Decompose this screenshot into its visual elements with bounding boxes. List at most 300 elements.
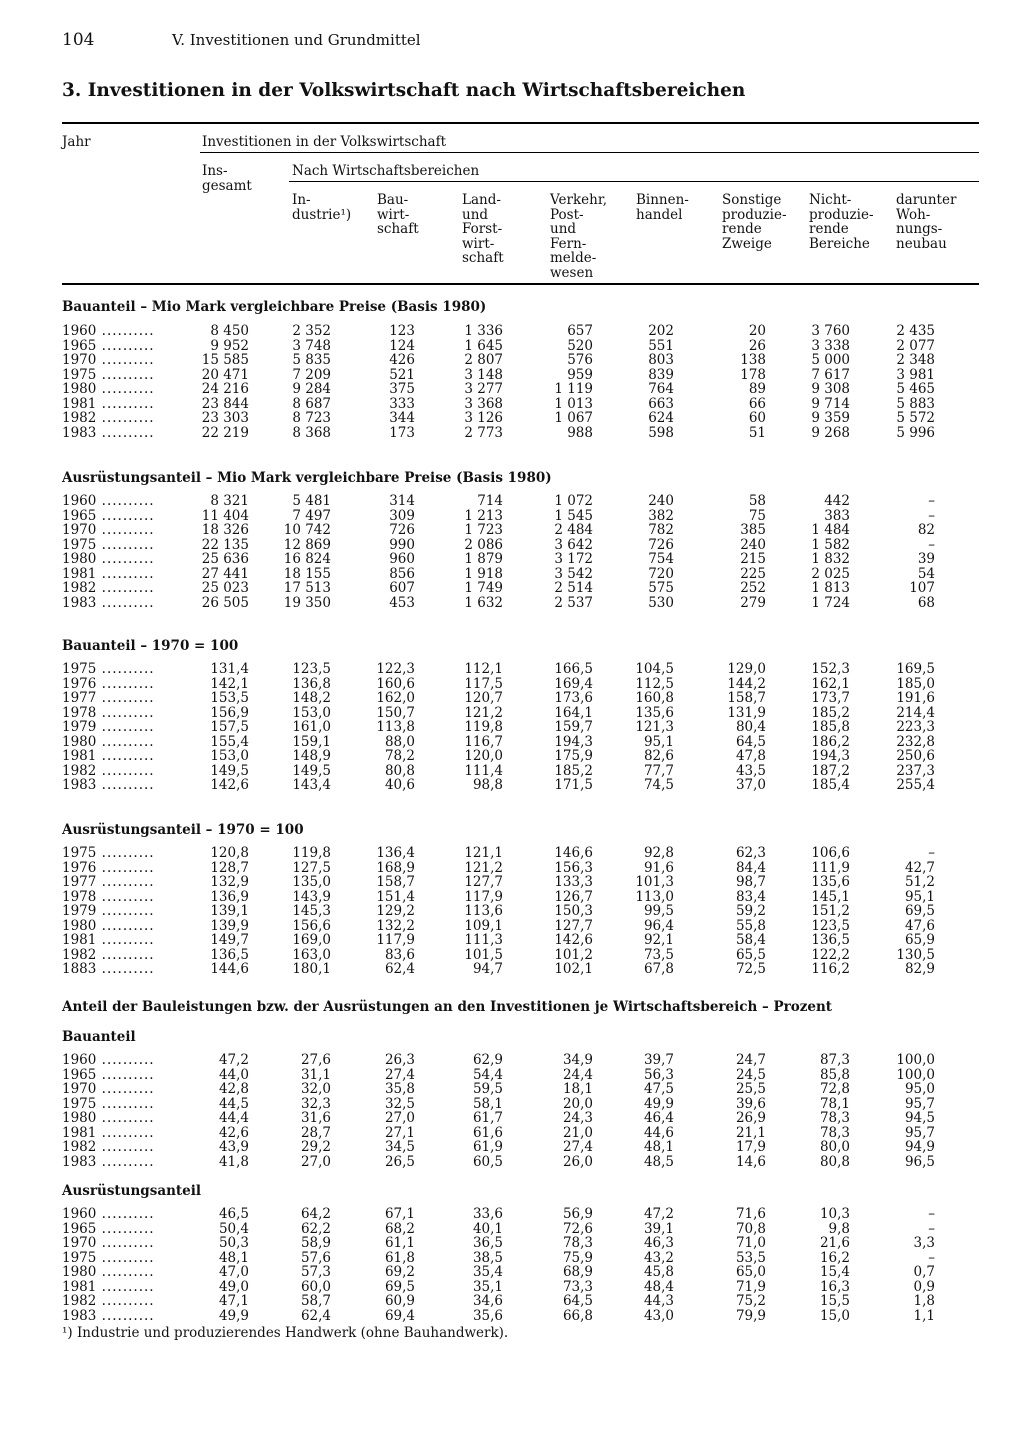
year-cell: 1980 ..........	[62, 381, 155, 397]
value-cell: 32,5	[384, 1095, 415, 1112]
value-cell: 2 537	[554, 594, 593, 611]
col-head-5: Binnen- handel	[636, 192, 689, 223]
value-cell: 150,7	[376, 704, 415, 721]
value-cell: 59,5	[472, 1081, 503, 1097]
value-cell: 121,3	[635, 719, 674, 735]
value-cell: 47,5	[643, 1081, 674, 1097]
value-cell: 149,5	[210, 762, 249, 779]
value-cell: 135,6	[811, 874, 850, 890]
table-row	[62, 1207, 962, 1222]
table-row	[62, 890, 962, 905]
value-cell: 124	[389, 337, 415, 354]
value-cell: 78,3	[819, 1124, 850, 1141]
value-cell: 95,0	[904, 1081, 935, 1097]
value-cell: 27,1	[384, 1124, 415, 1141]
value-cell: 11 404	[201, 507, 249, 524]
value-cell: 1 832	[811, 551, 850, 567]
value-cell: 2 514	[554, 580, 593, 596]
value-cell: 0,9	[913, 1278, 935, 1295]
value-cell: 161,0	[292, 719, 331, 735]
col-head-nach: Nach Wirtschaftsbereichen	[292, 163, 480, 179]
value-cell: 91,6	[643, 859, 674, 876]
value-cell: 16,3	[819, 1278, 850, 1295]
year-cell: 1983 ..........	[62, 424, 155, 441]
value-cell: 657	[567, 323, 593, 339]
value-cell: 9 308	[811, 381, 850, 397]
value-cell: 7 209	[292, 366, 331, 383]
value-cell: 166,5	[554, 661, 593, 677]
value-cell: 663	[648, 395, 674, 412]
value-cell: 94,5	[904, 1110, 935, 1126]
col-head-insgesamt: Ins- gesamt	[202, 163, 252, 194]
value-cell: 88,0	[384, 733, 415, 750]
value-cell: 214,4	[896, 704, 935, 721]
value-cell: 117,5	[464, 675, 503, 692]
value-cell: 60,0	[300, 1278, 331, 1295]
value-cell: 79,9	[735, 1307, 766, 1324]
value-cell: 44,3	[643, 1293, 674, 1309]
value-cell: 44,5	[218, 1095, 249, 1112]
value-cell: 223,3	[896, 719, 935, 735]
table-row	[62, 523, 962, 538]
value-cell: 69,5	[904, 903, 935, 919]
value-cell: 127,7	[464, 874, 503, 890]
footnote: ¹) Industrie und produzierendes Handwerk (ohne Bauhandwerk).	[62, 1325, 509, 1341]
table-row	[62, 411, 962, 426]
value-cell: 23 844	[201, 395, 249, 412]
value-cell: 22 219	[201, 424, 249, 441]
value-cell: 64,2	[300, 1206, 331, 1222]
value-cell: 40,1	[472, 1220, 503, 1237]
value-cell: 171,5	[554, 777, 593, 793]
value-cell: 66,8	[562, 1307, 593, 1324]
value-cell: 47,8	[735, 748, 766, 764]
value-cell: 130,5	[896, 946, 935, 963]
value-cell: 95,7	[904, 1095, 935, 1112]
value-cell: 47,6	[904, 917, 935, 934]
value-cell: 1 484	[811, 522, 850, 538]
value-cell: 55,8	[735, 917, 766, 934]
value-cell: 78,2	[384, 748, 415, 764]
value-cell: 61,8	[384, 1249, 415, 1266]
value-cell: 185,2	[554, 762, 593, 779]
value-cell: 144,6	[210, 961, 249, 977]
section-rows	[62, 494, 962, 610]
value-cell: 1 067	[554, 410, 593, 426]
value-cell: 173,6	[554, 690, 593, 706]
value-cell: 62,2	[300, 1220, 331, 1237]
value-cell: 156,6	[292, 917, 331, 934]
value-cell: 46,5	[218, 1206, 249, 1222]
value-cell: 9 952	[210, 337, 249, 354]
value-cell: 69,2	[384, 1264, 415, 1280]
year-cell: 1970 ..........	[62, 1081, 155, 1097]
year-cell: 1982 ..........	[62, 1139, 155, 1155]
value-cell: 575	[648, 580, 674, 596]
value-cell: 26	[748, 337, 766, 354]
value-cell: 72,5	[735, 961, 766, 977]
value-cell: 144,2	[727, 675, 766, 692]
value-cell: 129,2	[376, 903, 415, 919]
value-cell: 15,0	[819, 1307, 850, 1324]
table-row	[62, 919, 962, 934]
value-cell: 44,0	[218, 1066, 249, 1083]
value-cell: 153,0	[210, 748, 249, 764]
value-cell: 66	[748, 395, 766, 412]
value-cell: 70,8	[735, 1220, 766, 1237]
year-cell: 1883 ..........	[62, 961, 155, 977]
year-cell: 1979 ..........	[62, 903, 155, 919]
value-cell: 121,2	[464, 859, 503, 876]
value-cell: 17,9	[735, 1139, 766, 1155]
table-row	[62, 749, 962, 764]
value-cell: 25 636	[201, 551, 249, 567]
value-cell: 46,4	[643, 1110, 674, 1126]
value-cell: 162,1	[811, 675, 850, 692]
value-cell: 48,1	[218, 1249, 249, 1266]
value-cell: 34,5	[384, 1139, 415, 1155]
value-cell: 385	[740, 522, 766, 538]
value-cell: 60	[748, 410, 766, 426]
col-head-6: Sonstige produzie- rende Zweige	[722, 192, 787, 252]
year-cell: 1982 ..........	[62, 762, 155, 779]
value-cell: 35,8	[384, 1081, 415, 1097]
value-cell: 15,4	[819, 1264, 850, 1280]
value-cell: 111,4	[464, 762, 503, 779]
value-cell: 17 513	[283, 580, 331, 596]
year-cell: 1980 ..........	[62, 1264, 155, 1280]
value-cell: 151,2	[811, 903, 850, 919]
value-cell: 133,3	[554, 874, 593, 890]
value-cell: 20	[748, 323, 766, 339]
value-cell: 1 813	[811, 580, 850, 596]
year-cell: 1960 ..........	[62, 323, 155, 339]
value-cell: 1 545	[554, 507, 593, 524]
value-cell: 2 435	[896, 323, 935, 339]
value-cell: 28,7	[300, 1124, 331, 1141]
value-cell: 65,5	[735, 946, 766, 963]
value-cell: 65,0	[735, 1264, 766, 1280]
value-cell: 14,6	[735, 1153, 766, 1170]
section-rows	[62, 662, 962, 793]
value-cell: 111,3	[464, 932, 503, 948]
value-cell: 54	[917, 565, 935, 582]
value-cell: 9 284	[292, 381, 331, 397]
table-row	[62, 778, 962, 793]
value-cell: 10,3	[819, 1206, 850, 1222]
value-cell: 26,5	[384, 1153, 415, 1170]
value-cell: 61,9	[472, 1139, 503, 1155]
value-cell: 35,6	[472, 1307, 503, 1324]
year-cell: 1970 ..........	[62, 352, 155, 368]
value-cell: 726	[648, 536, 674, 553]
value-cell: 185,0	[896, 675, 935, 692]
value-cell: 94,7	[472, 961, 503, 977]
value-cell: 856	[389, 565, 415, 582]
value-cell: 18 155	[283, 565, 331, 582]
value-cell: 155,4	[210, 733, 249, 750]
value-cell: 252	[740, 580, 766, 596]
value-cell: 255,4	[896, 777, 935, 793]
value-cell: 46,3	[643, 1235, 674, 1251]
value-cell: 720	[648, 565, 674, 582]
value-cell: 163,0	[292, 946, 331, 963]
value-cell: 164,1	[554, 704, 593, 721]
value-cell: 34,6	[472, 1293, 503, 1309]
value-cell: 19 350	[283, 594, 331, 611]
value-cell: 89	[748, 381, 766, 397]
year-cell: 1982 ..........	[62, 410, 155, 426]
value-cell: 27,4	[562, 1139, 593, 1155]
value-cell: 1 749	[464, 580, 503, 596]
value-cell: 80,4	[735, 719, 766, 735]
value-cell: 136,8	[292, 675, 331, 692]
value-cell: 20 471	[201, 366, 249, 383]
value-cell: 43,0	[643, 1307, 674, 1324]
value-cell: 127,7	[554, 917, 593, 934]
value-cell: 187,2	[811, 762, 850, 779]
year-cell: 1965 ..........	[62, 337, 155, 354]
value-cell: 78,1	[819, 1095, 850, 1112]
value-cell: 2 807	[464, 352, 503, 368]
value-cell: 127,5	[292, 859, 331, 876]
value-cell: 1 918	[464, 565, 503, 582]
value-cell: 7 497	[292, 507, 331, 524]
year-cell: 1981 ..........	[62, 395, 155, 412]
value-cell: 2 025	[811, 565, 850, 582]
value-cell: 21,0	[562, 1124, 593, 1141]
value-cell: 25 023	[201, 580, 249, 596]
value-cell: 71,9	[735, 1278, 766, 1295]
value-cell: 191,6	[896, 690, 935, 706]
section-subtitle: Ausrüstungsanteil	[62, 1183, 201, 1199]
value-cell: 24,4	[562, 1066, 593, 1083]
value-cell: 1,8	[913, 1293, 935, 1309]
value-cell: 3 338	[811, 337, 850, 354]
value-cell: 62,9	[472, 1052, 503, 1068]
table-row	[62, 1155, 962, 1170]
value-cell: 61,7	[472, 1110, 503, 1126]
header-bottom-rule	[62, 283, 979, 285]
value-cell: 24,7	[735, 1052, 766, 1068]
year-cell: 1965 ..........	[62, 1066, 155, 1083]
section-title: Bauanteil – Mio Mark vergleichbare Preise (Basis 1980)	[62, 299, 487, 315]
table-row	[62, 567, 962, 582]
value-cell: 3 748	[292, 337, 331, 354]
year-cell: 1970 ..........	[62, 522, 155, 538]
table-row	[62, 1222, 962, 1237]
table-row	[62, 1251, 962, 1266]
table-row	[62, 1097, 962, 1112]
value-cell: 101,3	[635, 874, 674, 890]
value-cell: –	[928, 493, 935, 509]
value-cell: 3 542	[554, 565, 593, 582]
value-cell: 215	[740, 551, 766, 567]
value-cell: 136,4	[376, 845, 415, 861]
value-cell: 714	[477, 493, 503, 509]
value-cell: 175,9	[554, 748, 593, 764]
value-cell: 39,7	[643, 1052, 674, 1068]
value-cell: 153,0	[292, 704, 331, 721]
value-cell: 77,7	[643, 762, 674, 779]
value-cell: 27,6	[300, 1052, 331, 1068]
value-cell: 26 505	[201, 594, 249, 611]
value-cell: 60,5	[472, 1153, 503, 1170]
value-cell: 382	[648, 507, 674, 524]
value-cell: 58,9	[300, 1235, 331, 1251]
value-cell: 2 773	[464, 424, 503, 441]
table-row	[62, 948, 962, 963]
value-cell: 62,4	[300, 1307, 331, 1324]
value-cell: 56,9	[562, 1206, 593, 1222]
table-row	[62, 904, 962, 919]
year-cell: 1981 ..........	[62, 1124, 155, 1141]
value-cell: 101,5	[464, 946, 503, 963]
year-cell: 1965 ..........	[62, 507, 155, 524]
value-cell: 0,7	[913, 1264, 935, 1280]
value-cell: 62,3	[735, 845, 766, 861]
section-rows	[62, 1207, 962, 1323]
value-cell: 8 321	[210, 493, 249, 509]
value-cell: 16,2	[819, 1249, 850, 1266]
year-cell: 1983 ..........	[62, 594, 155, 611]
value-cell: 3 126	[464, 410, 503, 426]
value-cell: 1 632	[464, 594, 503, 611]
value-cell: 186,2	[811, 733, 850, 750]
value-cell: 453	[389, 594, 415, 611]
value-cell: 5 835	[292, 352, 331, 368]
value-cell: 83,4	[735, 888, 766, 905]
value-cell: 442	[824, 493, 850, 509]
value-cell: 113,6	[464, 903, 503, 919]
year-cell: 1982 ..........	[62, 580, 155, 596]
value-cell: 7 617	[811, 366, 850, 383]
value-cell: 135,0	[292, 874, 331, 890]
year-cell: 1980 ..........	[62, 551, 155, 567]
value-cell: 47,2	[643, 1206, 674, 1222]
page-number: 104	[62, 30, 95, 50]
value-cell: 116,2	[811, 961, 850, 977]
value-cell: 160,8	[635, 690, 674, 706]
value-cell: 153,5	[210, 690, 249, 706]
value-cell: 104,5	[635, 661, 674, 677]
value-cell: 157,5	[210, 719, 249, 735]
value-cell: 8 368	[292, 424, 331, 441]
year-cell: 1983 ..........	[62, 1153, 155, 1170]
value-cell: 57,3	[300, 1264, 331, 1280]
value-cell: 112,5	[635, 675, 674, 692]
value-cell: 5 883	[896, 395, 935, 412]
year-cell: 1982 ..........	[62, 1293, 155, 1309]
value-cell: 75,2	[735, 1293, 766, 1309]
value-cell: 16 824	[283, 551, 331, 567]
year-cell: 1975 ..........	[62, 1095, 155, 1112]
value-cell: 72,8	[819, 1081, 850, 1097]
value-cell: 3 760	[811, 323, 850, 339]
value-cell: 9 268	[811, 424, 850, 441]
value-cell: 109,1	[464, 917, 503, 934]
value-cell: 9 714	[811, 395, 850, 412]
value-cell: 333	[389, 395, 415, 412]
value-cell: 69,4	[384, 1307, 415, 1324]
value-cell: 15,5	[819, 1293, 850, 1309]
value-cell: 225	[740, 565, 766, 582]
value-cell: 31,1	[300, 1066, 331, 1083]
value-cell: 3,3	[913, 1235, 935, 1251]
table-row	[62, 1111, 962, 1126]
table-row	[62, 509, 962, 524]
value-cell: 8 450	[210, 323, 249, 339]
value-cell: 113,8	[376, 719, 415, 735]
value-cell: 180,1	[292, 961, 331, 977]
value-cell: 3 172	[554, 551, 593, 567]
value-cell: 106,6	[811, 845, 850, 861]
value-cell: 149,5	[292, 762, 331, 779]
value-cell: 1 013	[554, 395, 593, 412]
value-cell: 119,8	[464, 719, 503, 735]
year-cell: 1979 ..........	[62, 719, 155, 735]
value-cell: 94,9	[904, 1139, 935, 1155]
running-header: V. Investitionen und Grundmittel	[172, 31, 421, 49]
value-cell: 232,8	[896, 733, 935, 750]
year-cell: 1976 ..........	[62, 859, 155, 876]
table-row	[62, 735, 962, 750]
year-cell: 1975 ..........	[62, 366, 155, 383]
value-cell: 1 336	[464, 323, 503, 339]
value-cell: 100,0	[896, 1066, 935, 1083]
value-cell: 162,0	[376, 690, 415, 706]
value-cell: 3 368	[464, 395, 503, 412]
section-title: Bauanteil – 1970 = 100	[62, 638, 239, 654]
section-rows	[62, 846, 962, 977]
value-cell: 5 000	[811, 352, 850, 368]
value-cell: 521	[389, 366, 415, 383]
value-cell: 43,5	[735, 762, 766, 779]
value-cell: 39	[917, 551, 935, 567]
table-row	[62, 1294, 962, 1309]
value-cell: 99,5	[643, 903, 674, 919]
value-cell: 25,5	[735, 1081, 766, 1097]
year-cell: 1975 ..........	[62, 845, 155, 861]
value-cell: 35,4	[472, 1264, 503, 1280]
value-cell: 32,3	[300, 1095, 331, 1112]
value-cell: 122,3	[376, 661, 415, 677]
value-cell: 61,1	[384, 1235, 415, 1251]
branch-rule	[289, 181, 979, 182]
value-cell: 5 465	[896, 381, 935, 397]
value-cell: 123,5	[811, 917, 850, 934]
value-cell: 624	[648, 410, 674, 426]
value-cell: 12 869	[283, 536, 331, 553]
value-cell: 149,7	[210, 932, 249, 948]
value-cell: –	[928, 845, 935, 861]
value-cell: 119,8	[292, 845, 331, 861]
value-cell: 1 072	[554, 493, 593, 509]
value-cell: 102,1	[554, 961, 593, 977]
value-cell: 145,3	[292, 903, 331, 919]
value-cell: 2 077	[896, 337, 935, 354]
value-cell: 120,0	[464, 748, 503, 764]
value-cell: 123,5	[292, 661, 331, 677]
value-cell: 61,6	[472, 1124, 503, 1141]
value-cell: 95,7	[904, 1124, 935, 1141]
value-cell: 139,1	[210, 903, 249, 919]
value-cell: 1 724	[811, 594, 850, 611]
year-cell: 1975 ..........	[62, 536, 155, 553]
value-cell: 1 723	[464, 522, 503, 538]
value-cell: 18 326	[201, 522, 249, 538]
value-cell: 8 723	[292, 410, 331, 426]
